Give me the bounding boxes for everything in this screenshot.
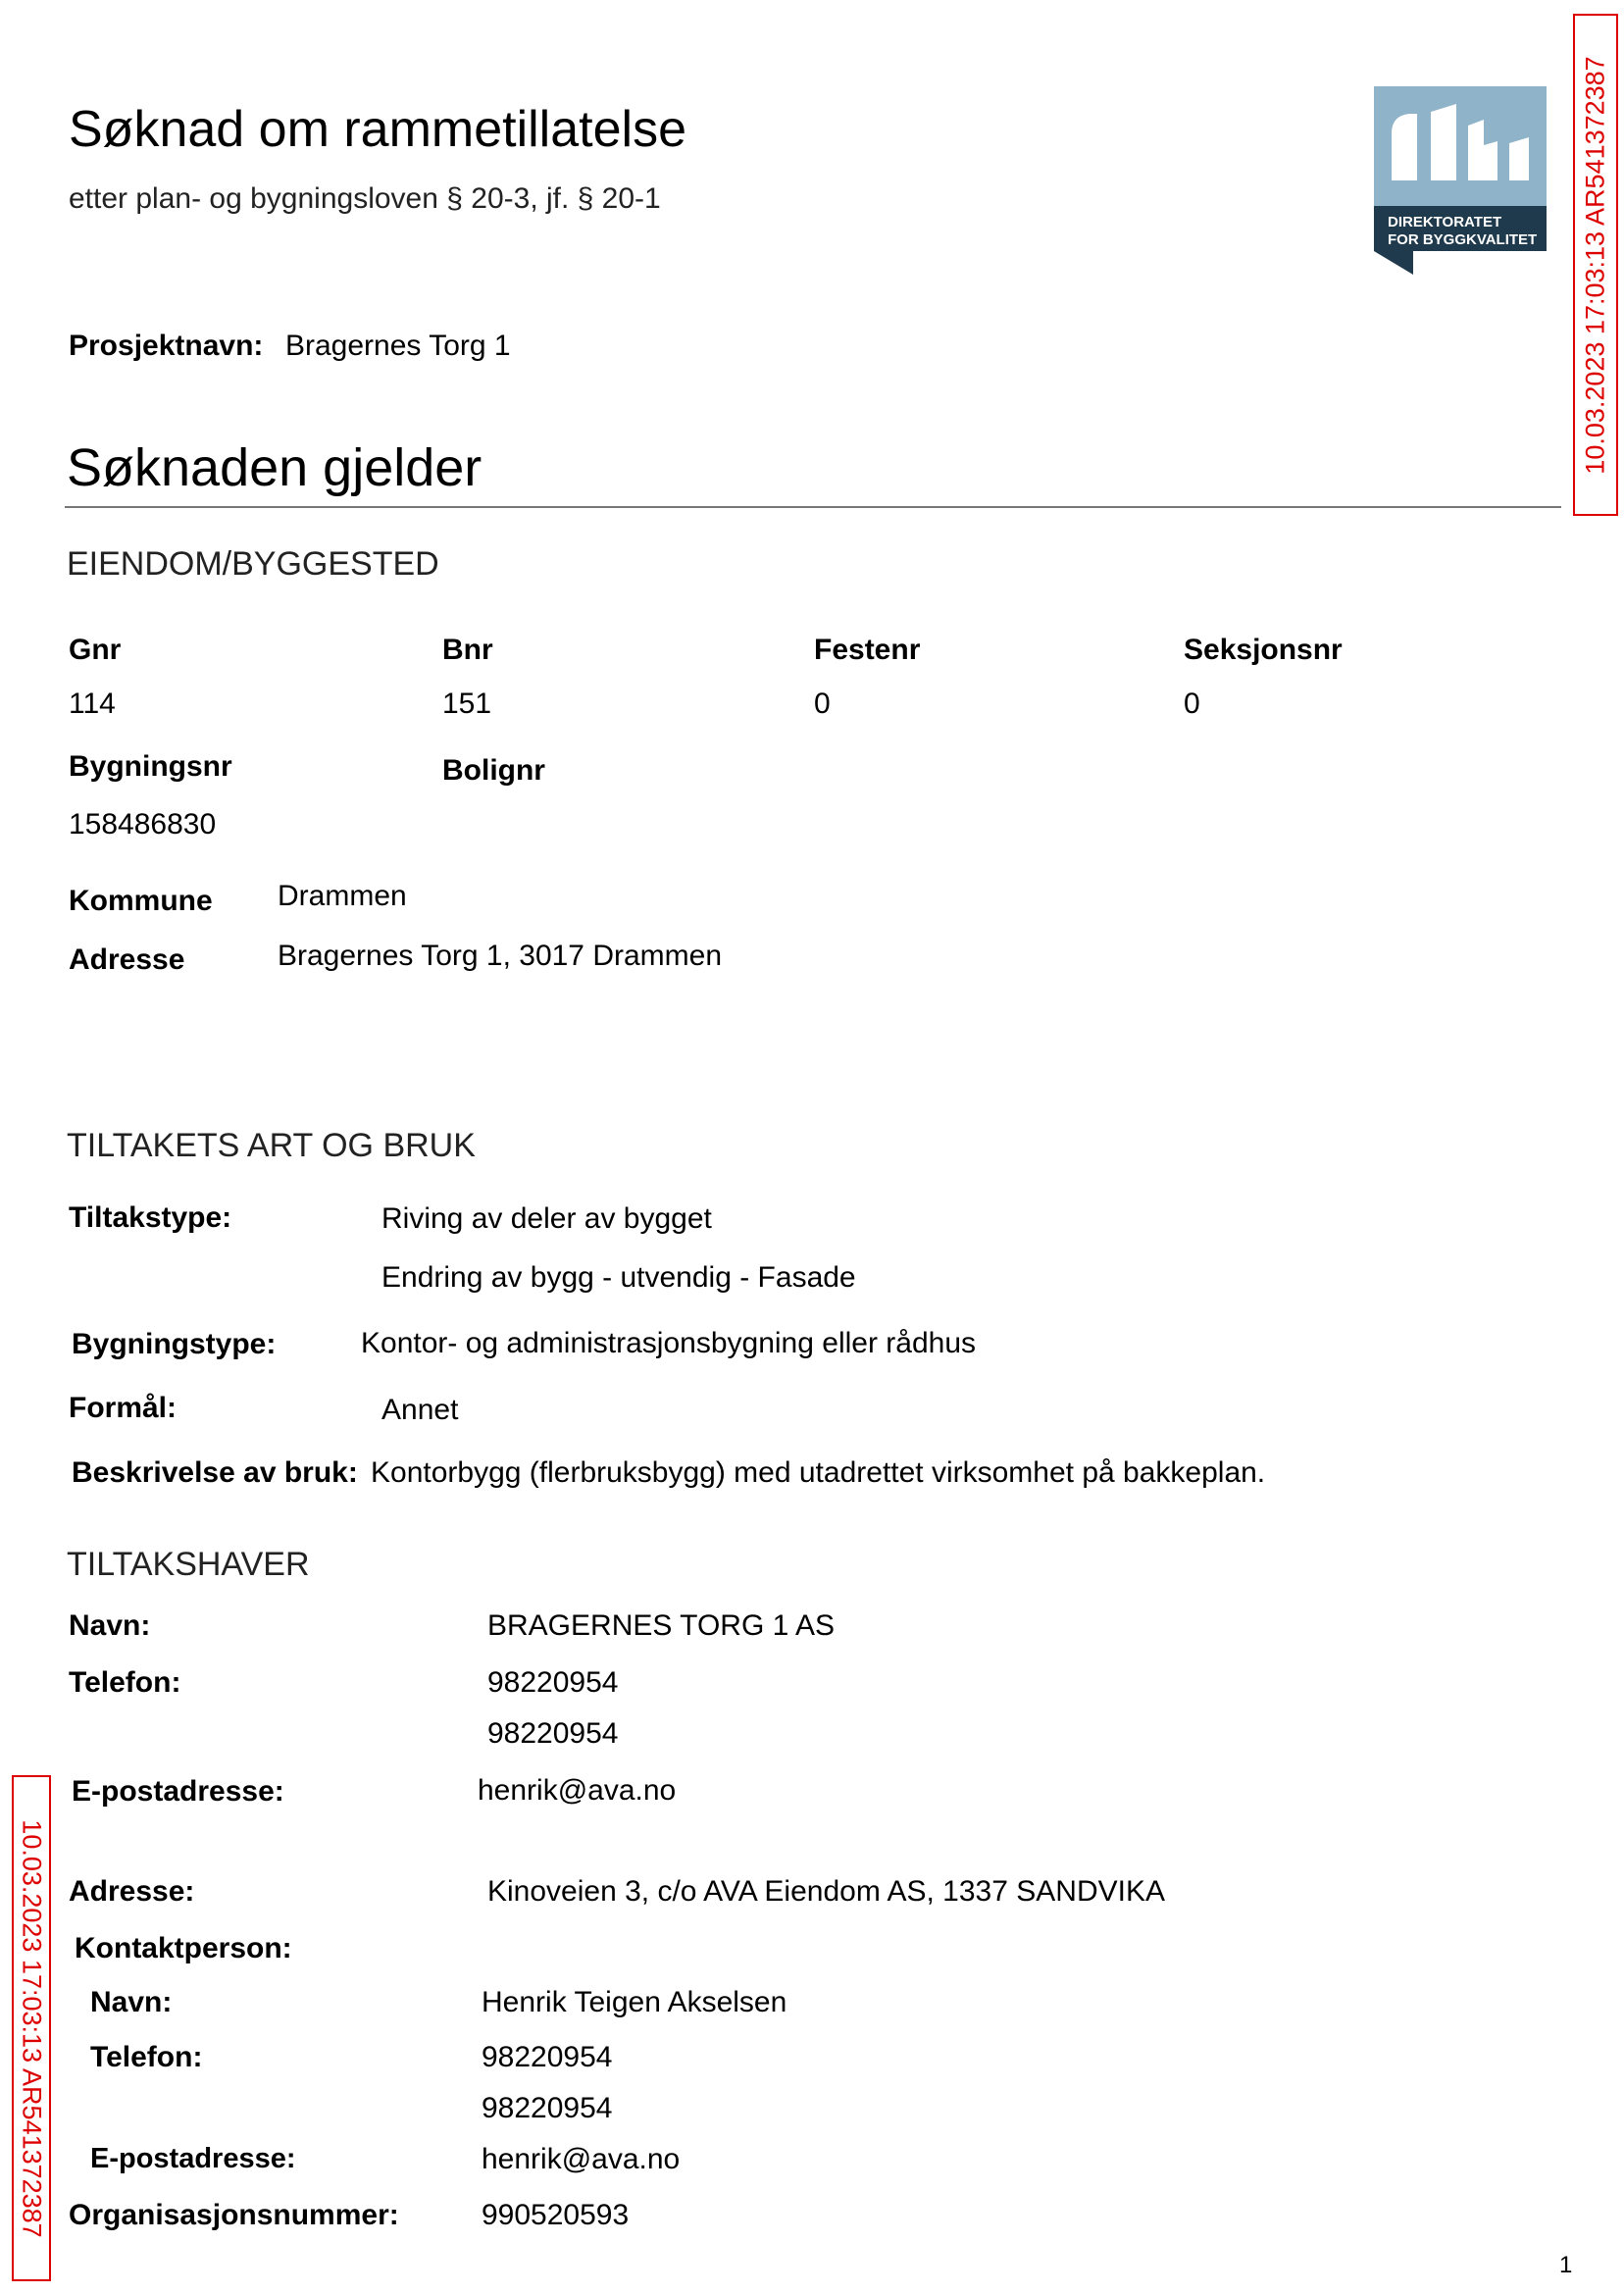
- tiltakshaver-epost-label: E-postadresse:: [72, 1775, 284, 1808]
- project-name-label: Prosjektnavn:: [69, 330, 264, 362]
- stamp-text-top: 10.03.2023 17:03:13 AR541372387: [1580, 55, 1610, 475]
- section-divider: [65, 506, 1561, 508]
- tiltakshaver-adresse-label: Adresse:: [69, 1875, 195, 1908]
- beskrivelse-value: Kontorbygg (flerbruksbygg) med utadrettet virksomhet på bakkeplan.: [371, 1456, 1266, 1489]
- gnr-value: 114: [69, 688, 116, 720]
- tiltakshaver-adresse-value: Kinoveien 3, c/o AVA Eiendom AS, 1337 SANDVIKA: [487, 1875, 1165, 1908]
- kontaktperson-label: Kontaktperson:: [75, 1932, 292, 1964]
- kontaktperson-telefon-label: Telefon:: [90, 2041, 203, 2073]
- stamp-text-left: 10.03.2023 17:03:13 AR541372387: [17, 1818, 47, 2238]
- seksjonsnr-label: Seksjonsnr: [1184, 634, 1343, 666]
- bolignr-label: Bolignr: [442, 754, 545, 787]
- gnr-label: Gnr: [69, 634, 122, 666]
- bygningstype-label: Bygningstype:: [72, 1328, 277, 1360]
- tiltakshaver-telefon-1: 98220954: [487, 1666, 619, 1699]
- kontaktperson-telefon-1: 98220954: [482, 2041, 613, 2073]
- kontaktperson-navn-label: Navn:: [90, 1986, 173, 2018]
- timestamp-stamp-left: [12, 1775, 51, 2281]
- tiltakshaver-telefon-2: 98220954: [487, 1717, 619, 1750]
- adresse-label: Adresse: [69, 943, 185, 976]
- formal-value: Annet: [381, 1394, 459, 1426]
- tiltakshaver-navn-value: BRAGERNES TORG 1 AS: [487, 1609, 836, 1642]
- tiltakshaver-heading: TILTAKSHAVER: [67, 1546, 310, 1583]
- bygningstype-value: Kontor- og administrasjonsbygning eller rådhus: [361, 1327, 977, 1359]
- kontaktperson-epost-label: E-postadresse:: [90, 2143, 296, 2174]
- bnr-label: Bnr: [442, 634, 493, 666]
- project-name-value: Bragernes Torg 1: [285, 330, 511, 362]
- kontaktperson-navn-value: Henrik Teigen Akselsen: [482, 1986, 787, 2018]
- beskrivelse-label: Beskrivelse av bruk:: [72, 1456, 358, 1489]
- orgnr-value: 990520593: [482, 2199, 630, 2231]
- orgnr-label: Organisasjonsnummer:: [69, 2199, 399, 2231]
- eiendom-heading: EIENDOM/BYGGESTED: [67, 545, 439, 583]
- kontaktperson-epost-value: henrik@ava.no: [482, 2143, 681, 2175]
- kommune-value: Drammen: [278, 880, 407, 912]
- bnr-value: 151: [442, 688, 492, 720]
- tiltakstype-value-1: Riving av deler av bygget: [381, 1202, 712, 1235]
- tiltakshaver-navn-label: Navn:: [69, 1609, 151, 1642]
- formal-label: Formål:: [69, 1392, 178, 1424]
- tiltakstype-label: Tiltakstype:: [69, 1201, 232, 1234]
- logo-line2: FOR BYGGKVALITET: [1388, 231, 1538, 248]
- section-title: Søknaden gjelder: [67, 438, 482, 497]
- logo-line1: DIREKTORATET: [1388, 214, 1502, 230]
- timestamp-stamp-top: [1573, 14, 1618, 516]
- festenr-label: Festenr: [814, 634, 921, 666]
- kommune-label: Kommune: [69, 885, 213, 917]
- tiltak-heading: TILTAKETS ART OG BRUK: [67, 1127, 476, 1164]
- bygningsnr-label: Bygningsnr: [69, 750, 232, 783]
- tiltakshaver-epost-value: henrik@ava.no: [478, 1774, 677, 1807]
- document-subtitle: etter plan- og bygningsloven § 20-3, jf. § 20-1: [69, 182, 661, 215]
- document-title: Søknad om rammetillatelse: [69, 101, 686, 158]
- adresse-value: Bragernes Torg 1, 3017 Drammen: [278, 940, 723, 972]
- festenr-value: 0: [814, 688, 831, 720]
- dibk-logo: [1374, 86, 1547, 275]
- tiltakshaver-telefon-label: Telefon:: [69, 1666, 181, 1699]
- bygningsnr-value: 158486830: [69, 808, 217, 841]
- tiltakstype-value-2: Endring av bygg - utvendig - Fasade: [381, 1261, 856, 1294]
- page-number: 1: [1559, 2252, 1573, 2278]
- seksjonsnr-value: 0: [1184, 688, 1200, 720]
- kontaktperson-telefon-2: 98220954: [482, 2092, 613, 2124]
